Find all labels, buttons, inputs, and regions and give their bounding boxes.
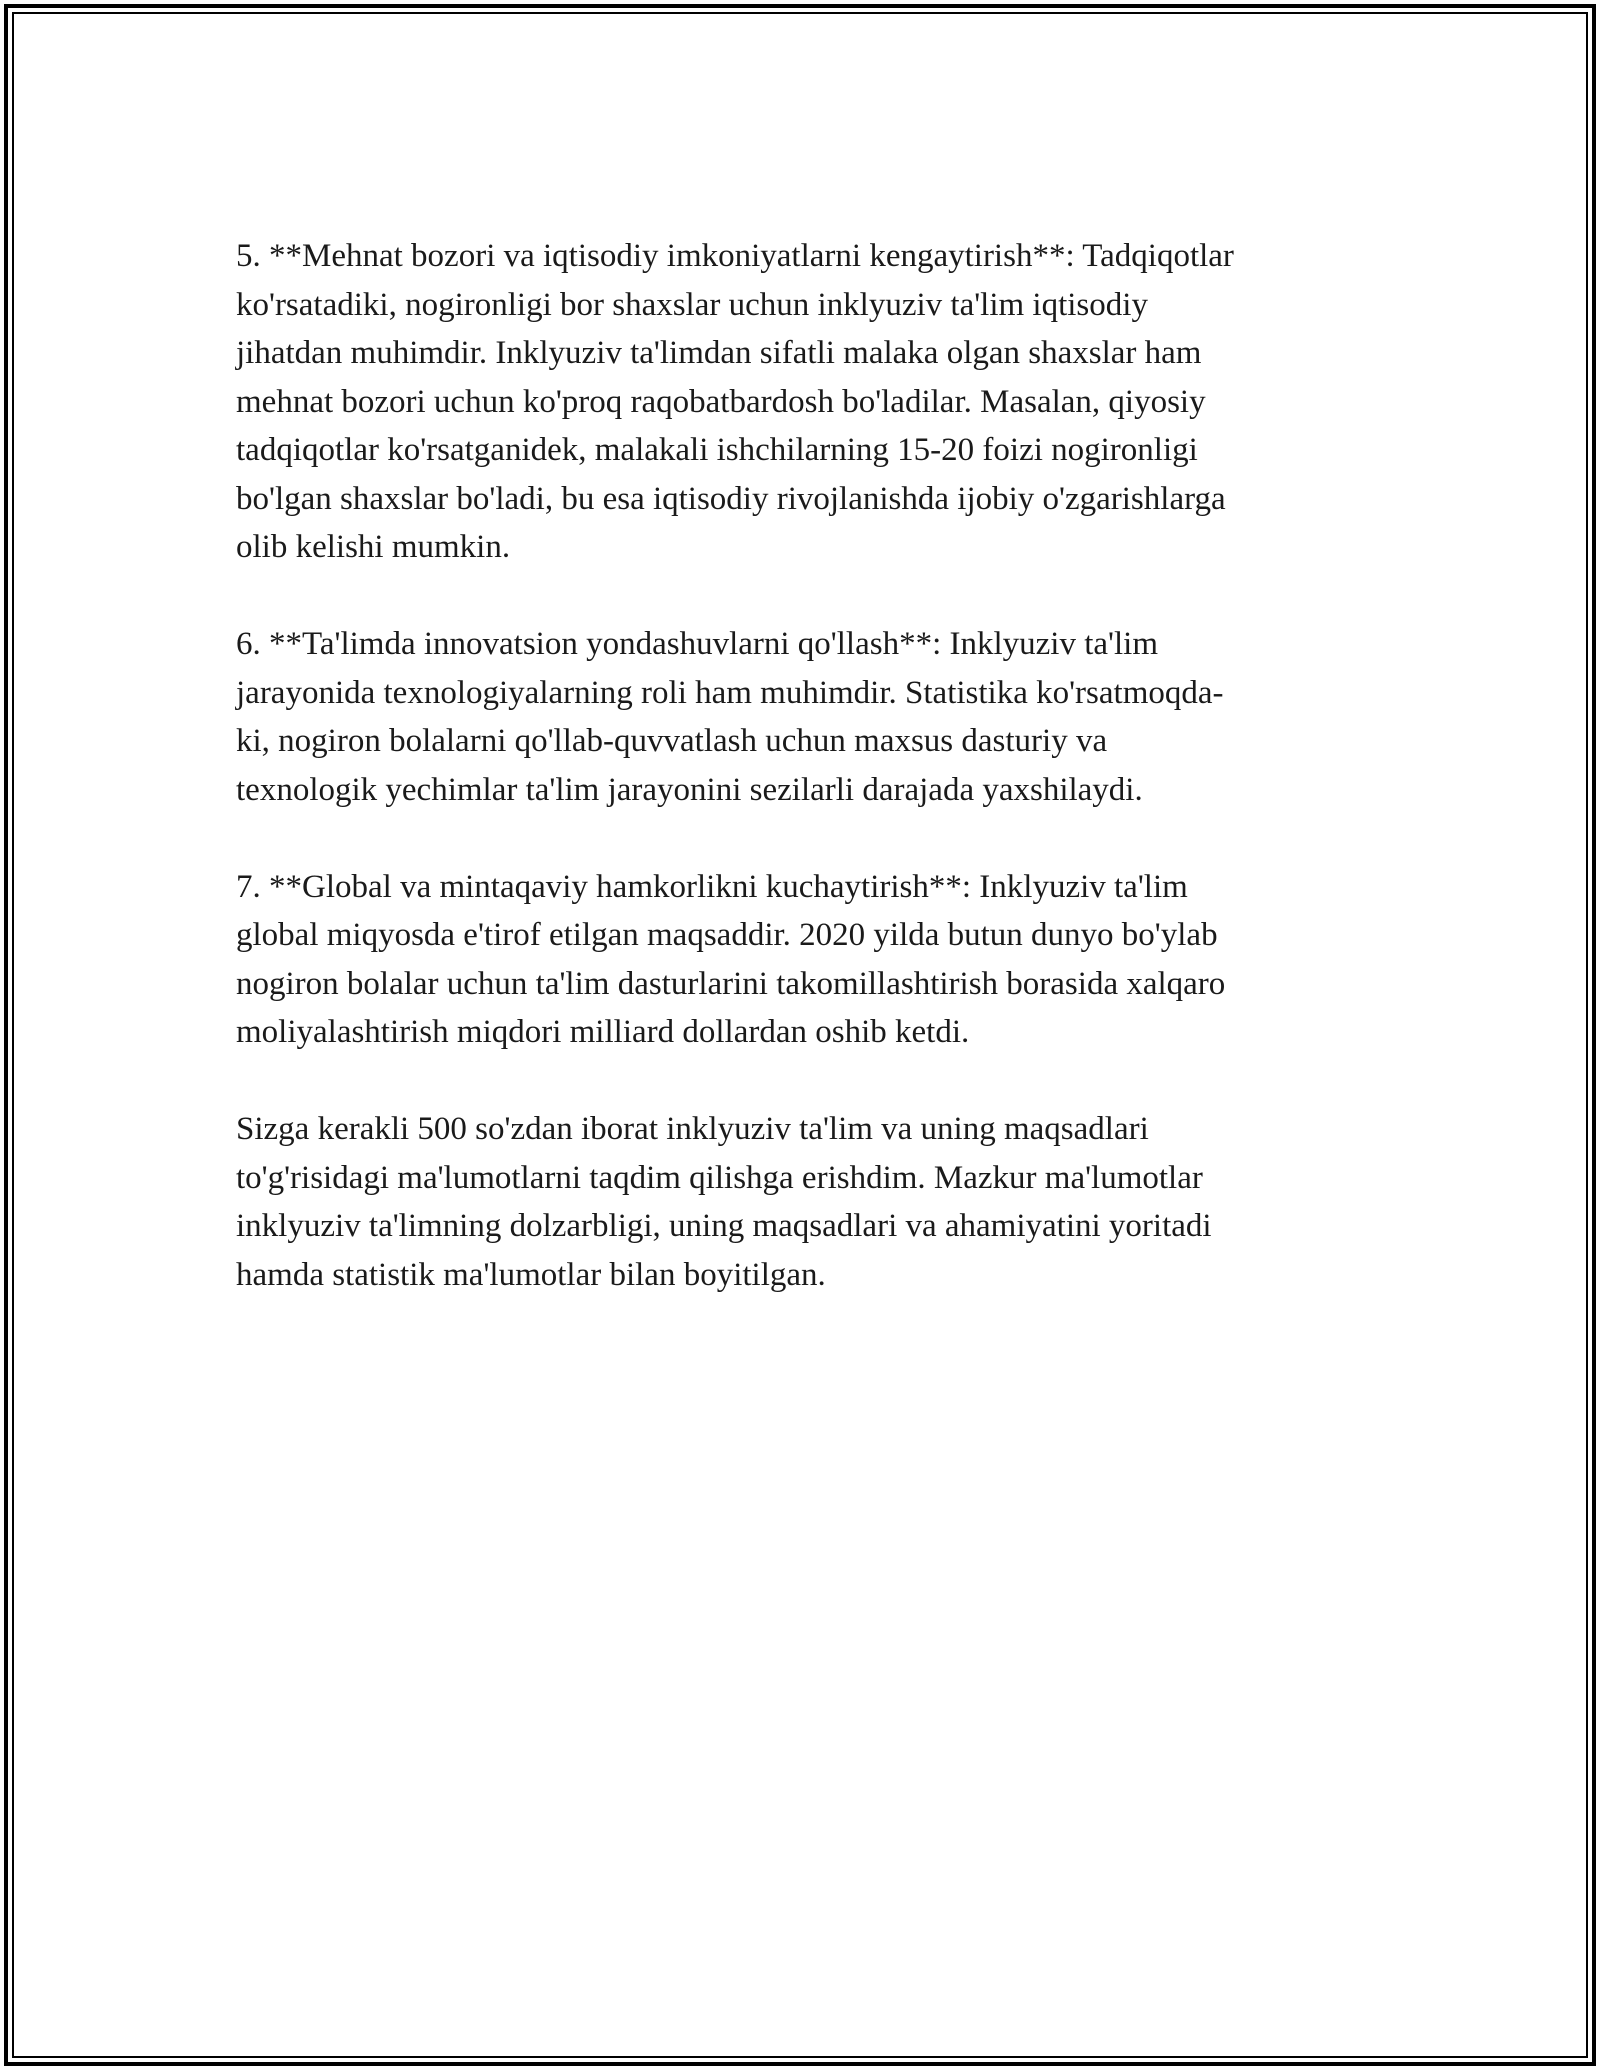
paragraph-summary: Sizga kerakli 500 so'zdan iborat inklyuziv ta'lim va uning maqsadlari to'g'risidagi ma'lumotlarni taqdim qilishga erishdim. Mazkur ma'lumotlar inklyuziv ta'limning dolzarbligi, uning maqsadlari va ahamiyatini yoritadi hamda statistik ma'lumotlar bilan boyitilgan. xyxy=(236,1111,1212,1293)
paragraph-6-innovation: 6. **Ta'limda innovatsion yondashuvlarni qo'llash**: Inklyuziv ta'lim jarayonida texnologiyalarning roli ham muhimdir. Statistika ko'rsatmoqda- ki, nogiron bolalarni qo'llab-quvvatlash uchun maxsus dasturiy va texnologik yechimlar ta'lim jarayonini sezilarli darajada yaxshilaydi. xyxy=(236,626,1224,808)
document-body xyxy=(236,232,1376,1348)
paragraph-5-labor-market: 5. **Mehnat bozori va iqtisodiy imkoniyatlarni kengaytirish**: Tadqiqotlar ko'rsatadiki, nogironligi bor shaxslar uchun inklyuziv ta'lim iqtisodiy jihatdan muhimdir. Inklyuziv ta'limdan sifatli malaka olgan shaxslar ham mehnat bozori uchun ko'proq raqobatbardosh bo'ladilar. Masalan, qiyosiy tadqiqotlar ko'rsatganidek, malakali ishchilarning 15-20 foizi nogironligi bo'lgan shaxslar bo'ladi, bu esa iqtisodiy rivojlanishda ijobiy o'zgarishlarga olib kelishi mumkin. xyxy=(236,238,1234,565)
paragraph-7-global-cooperation: 7. **Global va mintaqaviy hamkorlikni kuchaytirish**: Inklyuziv ta'lim global miqyosda e'tirof etilgan maqsaddir. 2020 yilda butun dunyo bo'ylab nogiron bolalar uchun ta'lim dasturlarini takomillashtirish borasida xalqaro moliyalashtirish miqdori milliard dollardan oshib ketdi. xyxy=(236,868,1226,1050)
